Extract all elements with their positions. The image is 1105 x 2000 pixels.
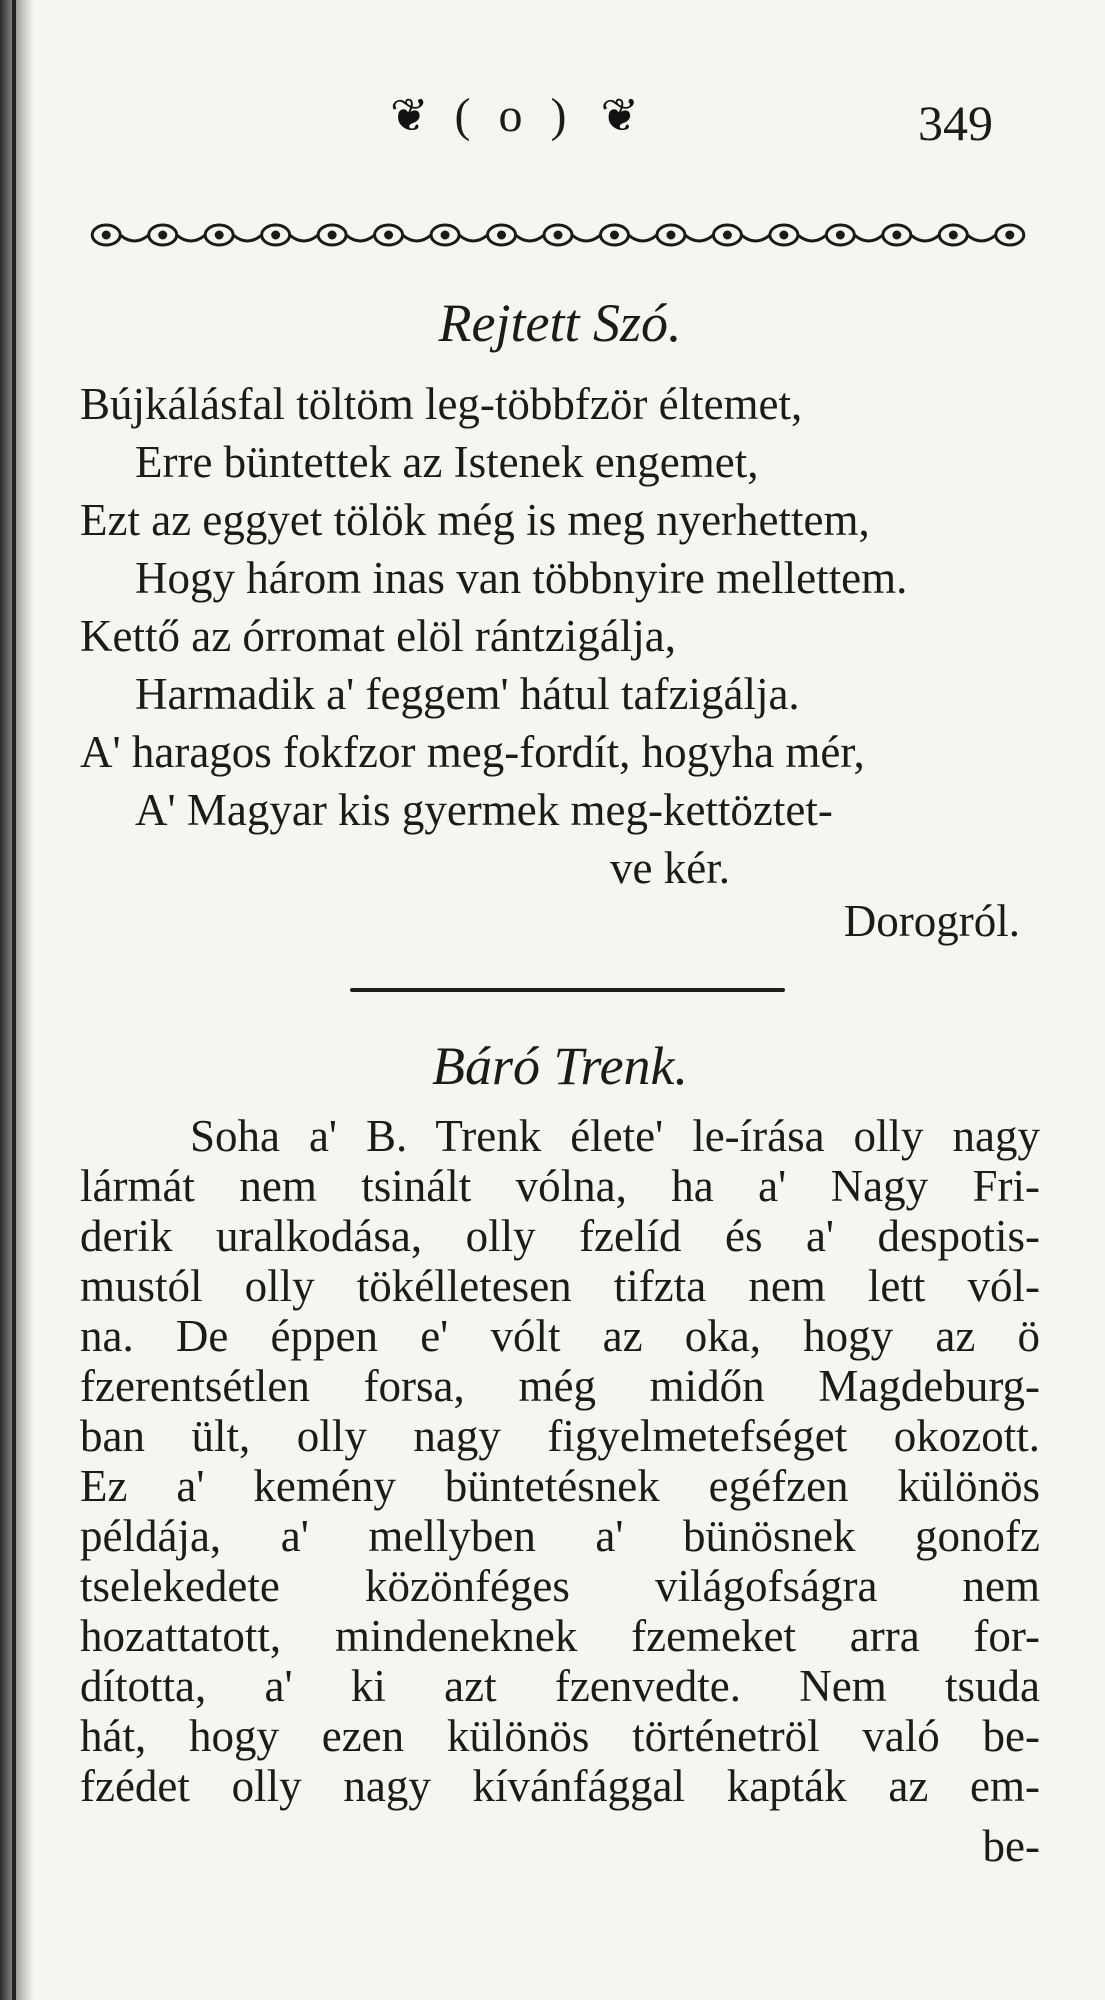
article-line: dította, a' ki azt fzenvedte. Nem tsuda [80,1661,1040,1711]
chain-bead-icon [950,232,956,238]
section-divider [350,988,785,992]
article-line: példája, a' mellyben a' bünösnek gonofz [80,1511,1040,1561]
chain-connector-icon [233,235,261,241]
running-header [60,88,1060,168]
chain-bead-icon [160,232,166,238]
fleuron-icon: ❦ [600,89,640,141]
chain-connector-icon [798,235,826,241]
article-title: Báró Trenk. [432,1036,688,1096]
poem-line: Bújkálásfal töltöm leg-többfzör éltemet, [80,379,803,429]
poem-line: Harmadik a' feggem' hátul tafzigálja. [135,669,800,719]
chain-connector-icon [290,235,318,241]
poem-line: Erre büntettek az Istenek engemet, [135,437,759,487]
ornamental-chain-rule-icon [78,215,1038,255]
article-line: tselekedete közönféges világofságra nem [80,1561,1040,1611]
chain-bead-icon [611,232,617,238]
chain-connector-icon [741,235,769,241]
fleuron-icon: ❦ [390,89,429,141]
chain-bead-icon [273,232,279,238]
chain-connector-icon [628,235,656,241]
article-line: fzédet olly nagy kívánfággal kapták az em- [80,1761,1040,1811]
article-line: ban ült, olly nagy figyelmetefséget okozott. [80,1411,1040,1461]
article-line: hát, hogy ezen különös történetröl való be- [80,1711,1040,1761]
poem-line: ve kér. [610,843,730,893]
chain-bead-icon [1007,232,1013,238]
article-line: derik uralkodása, olly fzelíd és a' despotis- [80,1211,1040,1261]
poem-line: Hogy három inas van többnyire mellettem. [135,553,908,603]
article-line: lármát nem tsinált vólna, ha a' Nagy Fri- [80,1161,1040,1211]
chain-connector-icon [346,235,374,241]
article-line: fzerentsétlen forsa, még midőn Magdeburg- [80,1361,1040,1411]
poem-line: Kettő az órromat elöl rántzigálja, [80,611,676,661]
chain-bead-icon [386,232,392,238]
chain-bead-icon [499,232,505,238]
article-line: na. De éppen e' vólt az oka, hogy az ö [80,1311,1040,1361]
poem-line: A' Magyar kis gyermek meg-kettöztet- [135,785,833,835]
chain-connector-icon [516,235,544,241]
poem-line: A' haragos fokfzor meg-fordít, hogyha mér, [80,727,865,777]
article-line: hozattatott, mindeneknek fzemeket arra for- [80,1611,1040,1661]
chain-connector-icon [967,235,995,241]
article-line: Soha a' B. Trenk élete' le-írása olly nagy [190,1111,1040,1161]
header-center-mark: ( o ) [454,89,575,142]
poem-line: Ezt az eggyet tölök még is meg nyerhettem, [80,495,870,545]
chain-bead-icon [442,232,448,238]
chain-bead-icon [216,232,222,238]
article-catchword: be- [982,1821,1040,1871]
poem-signature: Dorogról. [843,896,1020,946]
chain-connector-icon [177,235,205,241]
article-line: Ez a' kemény büntetésnek egéfzen különös [80,1461,1040,1511]
chain-bead-icon [837,232,843,238]
chain-bead-icon [329,232,335,238]
chain-connector-icon [403,235,431,241]
book-page [60,0,1070,2000]
page-number: 349 [918,95,993,151]
book-spine-shadow [0,0,34,2000]
chain-bead-icon [668,232,674,238]
header-ornament-group [390,88,639,143]
chain-bead-icon [103,232,109,238]
chain-connector-icon [120,235,148,241]
chain-connector-icon [459,235,487,241]
chain-bead-icon [724,232,730,238]
article-line: mustól olly tökélletesen tifzta nem lett vól- [80,1261,1040,1311]
chain-bead-icon [781,232,787,238]
chain-connector-icon [685,235,713,241]
chain-bead-icon [894,232,900,238]
chain-bead-icon [555,232,561,238]
chain-connector-icon [854,235,882,241]
poem-title: Rejtett Szó. [438,293,682,353]
chain-connector-icon [572,235,600,241]
chain-connector-icon [911,235,939,241]
book-gutter-line [12,0,16,2000]
